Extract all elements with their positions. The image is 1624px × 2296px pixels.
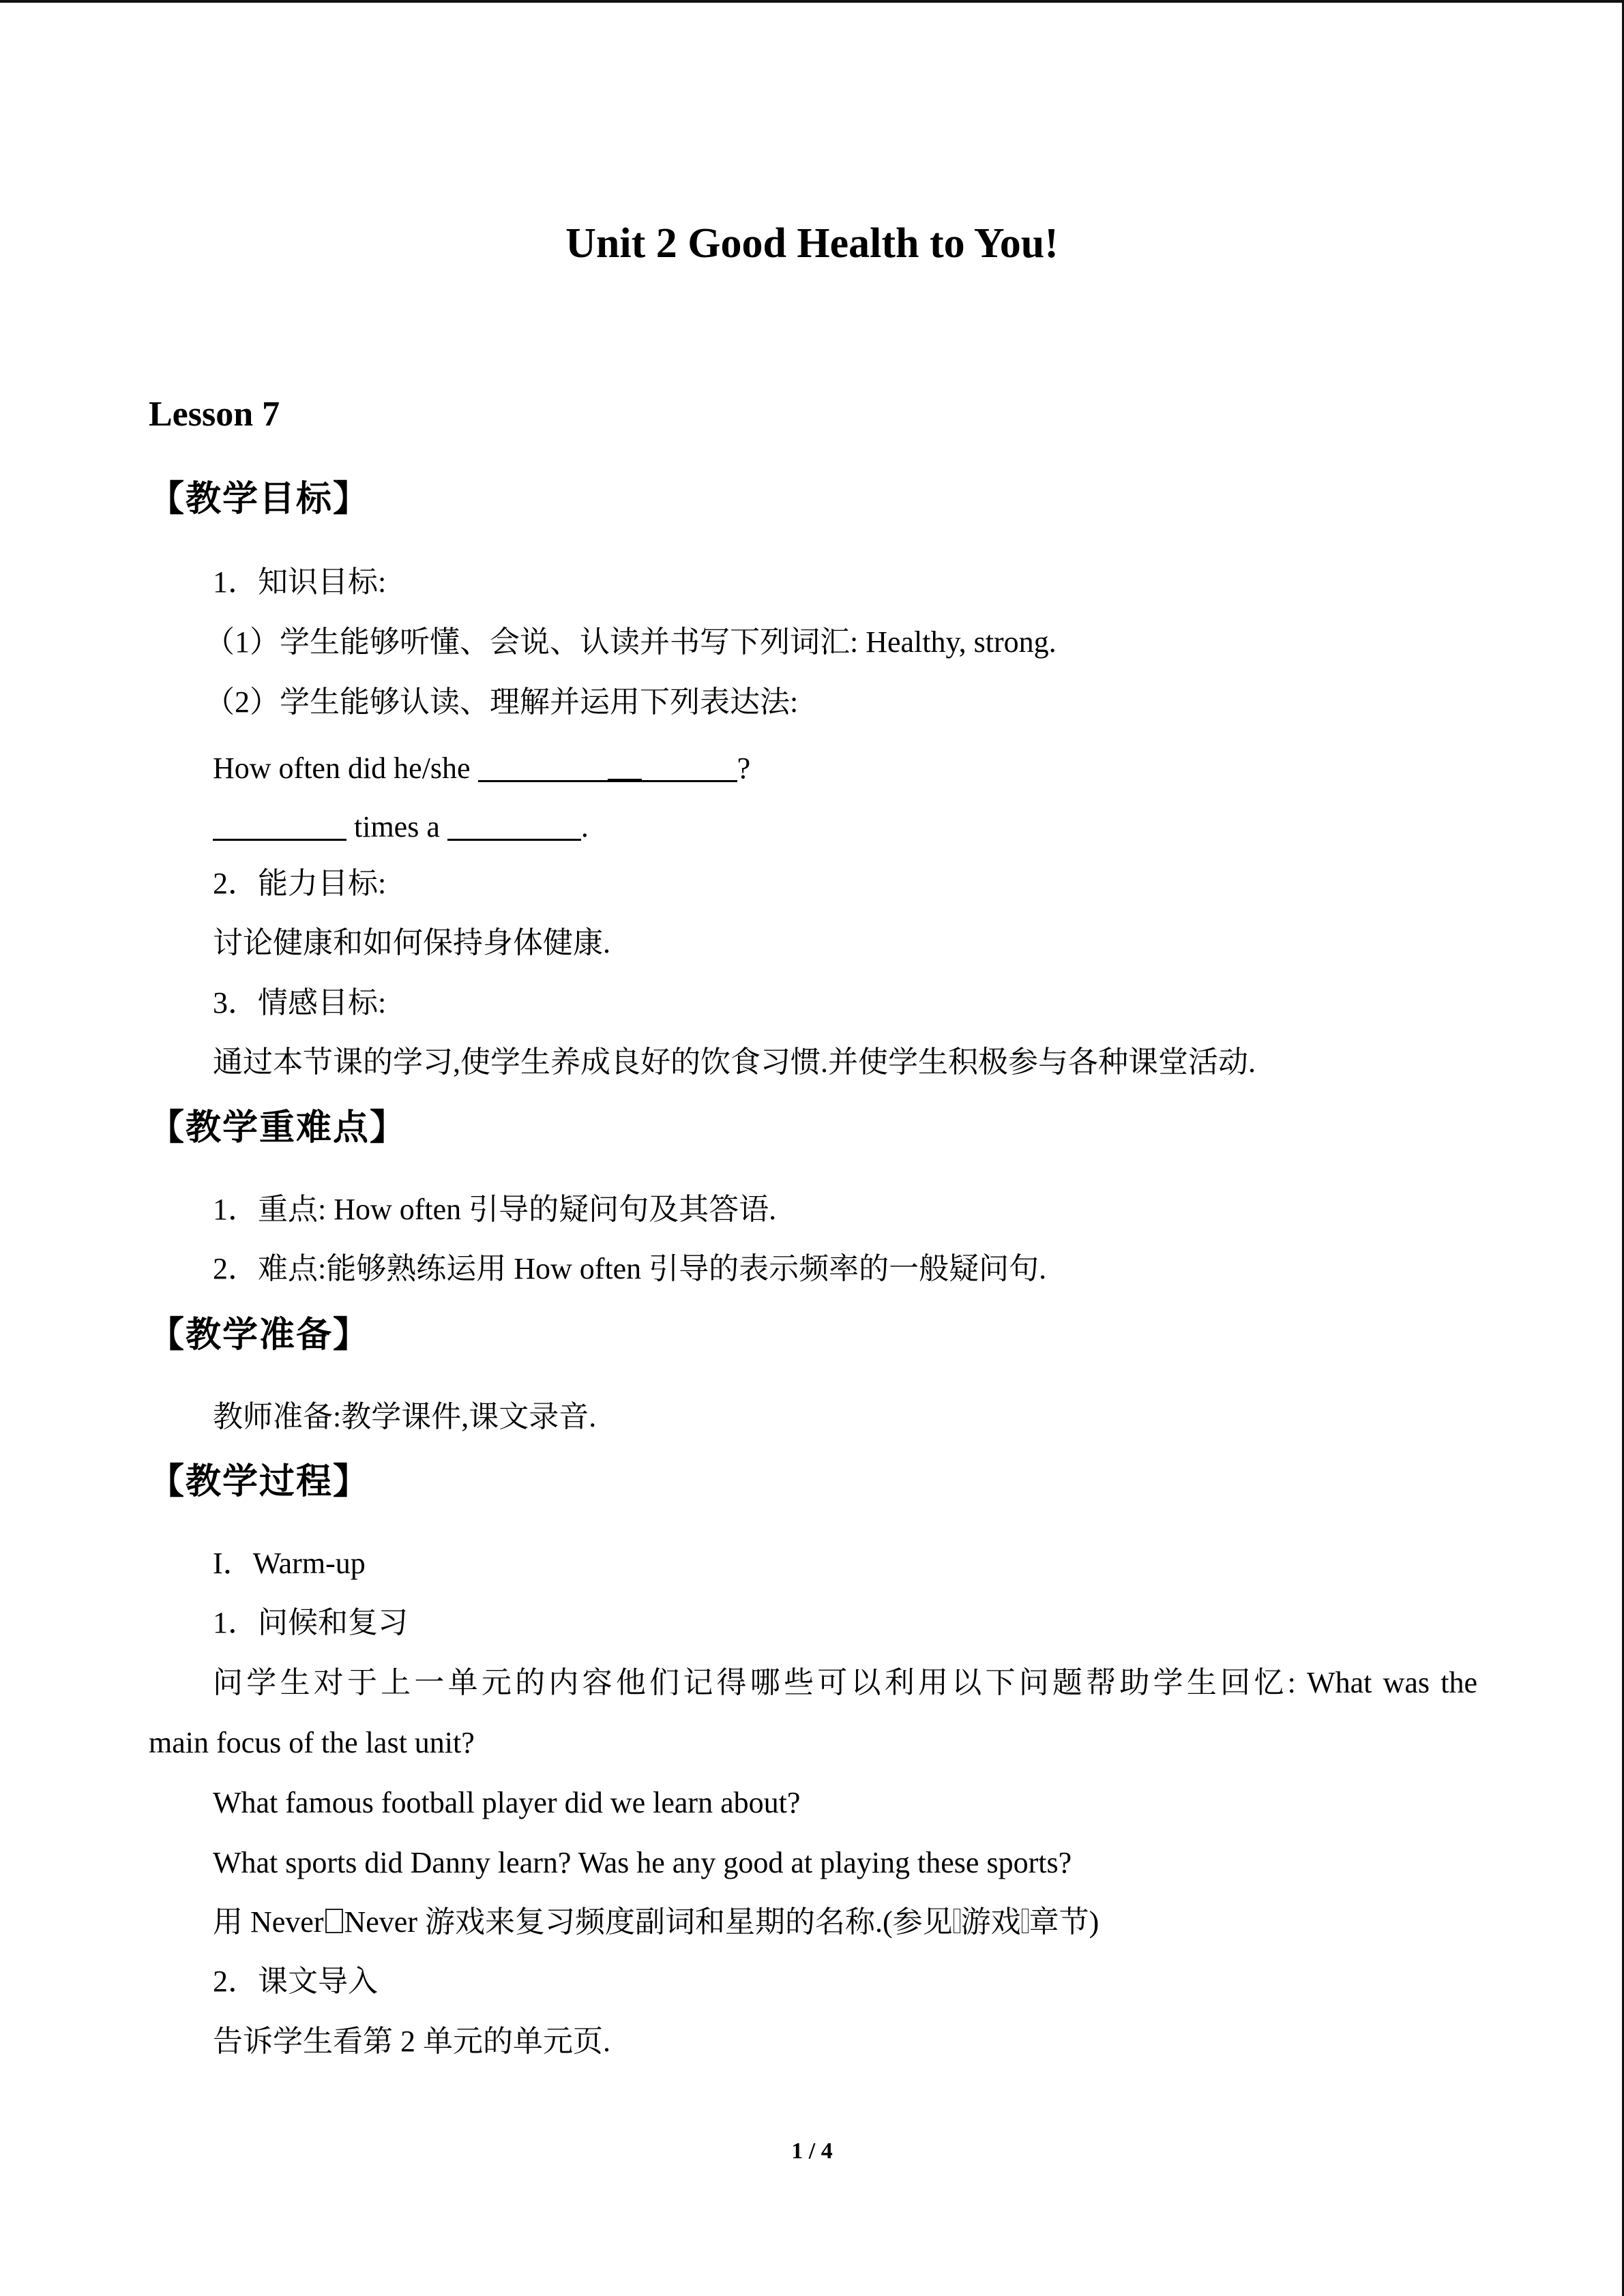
page-indicator: 1 / 4 bbox=[791, 2138, 833, 2164]
game-instruction-suffix: 章节) bbox=[1029, 1905, 1099, 1939]
knowledge-objective-2: （2）学生能够认读、理解并运用下列表达法: bbox=[205, 685, 799, 719]
game-instruction-mid2: 游戏 bbox=[960, 1905, 1021, 1939]
review-question-2: What sports did Danny learn? Was he any good at playing these sports? bbox=[213, 1846, 1072, 1879]
preparation-text: 教师准备:教学课件,课文录音. bbox=[213, 1400, 597, 1433]
process-sub-greeting-text-line2: main focus of the last unit? bbox=[149, 1726, 475, 1759]
game-instruction-prefix: 用 Never bbox=[213, 1905, 324, 1939]
document-title: Unit 2 Good Health to You! bbox=[565, 220, 1059, 267]
ability-objective-text: 讨论健康和如何保持身体健康. bbox=[213, 926, 610, 959]
process-step-warmup: I．Warm-up bbox=[213, 1547, 366, 1580]
expression-question-prefix: How often did he/she bbox=[213, 751, 478, 785]
section-heading-objectives: 【教学目标】 bbox=[149, 479, 370, 520]
game-instruction-mid: Never 游戏来复习频度副词和星期的名称.(参见 bbox=[344, 1905, 953, 1939]
answer-blank bbox=[478, 754, 608, 782]
section-heading-preparation: 【教学准备】 bbox=[149, 1315, 370, 1356]
missing-glyph-box bbox=[1022, 1909, 1029, 1933]
lesson-heading: Lesson 7 bbox=[149, 395, 280, 434]
answer-blank bbox=[447, 813, 581, 841]
expression-answer-suffix: . bbox=[580, 810, 589, 844]
missing-glyph-box bbox=[325, 1909, 343, 1933]
process-sub-intro-label: 2．课文导入 bbox=[213, 1965, 378, 1998]
expression-question bbox=[213, 749, 750, 784]
review-question-1: What famous football player did we learn about? bbox=[213, 1786, 801, 1819]
expression-question-suffix: ? bbox=[737, 751, 751, 785]
section-heading-key-points: 【教学重难点】 bbox=[149, 1107, 407, 1148]
answer-blank bbox=[642, 754, 737, 782]
game-instruction bbox=[213, 1907, 1099, 1937]
emotion-objective-text: 通过本节课的学习,使学生养成良好的饮食习惯.并使学生积极参与各种课堂活动. bbox=[213, 1045, 1256, 1079]
process-sub-greeting-label: 1．问候和复习 bbox=[213, 1606, 408, 1639]
process-sub-intro-text: 告诉学生看第 2 单元的单元页. bbox=[213, 2025, 610, 2058]
ability-objective-label: 2．能力目标: bbox=[213, 867, 387, 900]
section-heading-process: 【教学过程】 bbox=[149, 1461, 370, 1502]
answer-blank-mark bbox=[608, 753, 642, 782]
emotion-objective-label: 3．情感目标: bbox=[213, 986, 387, 1019]
expression-answer-middle: times a bbox=[346, 810, 447, 844]
expression-answer bbox=[213, 809, 589, 842]
key-point-2: 2．难点:能够熟练运用 How often 引导的表示频率的一般疑问句. bbox=[213, 1252, 1047, 1285]
key-point-1: 1．重点: How often 引导的疑问句及其答语. bbox=[213, 1193, 777, 1226]
knowledge-objective-label: 1．知识目标: bbox=[213, 565, 387, 599]
knowledge-objective-1: （1）学生能够听懂、会说、认读并书写下列词汇: Healthy, strong. bbox=[205, 625, 1057, 659]
process-sub-greeting-text-line1: 问学生对于上一单元的内容他们记得哪些可以利用以下问题帮助学生回忆: What was the bbox=[213, 1666, 1477, 1699]
missing-glyph-box bbox=[954, 1909, 960, 1933]
answer-blank bbox=[213, 813, 346, 841]
